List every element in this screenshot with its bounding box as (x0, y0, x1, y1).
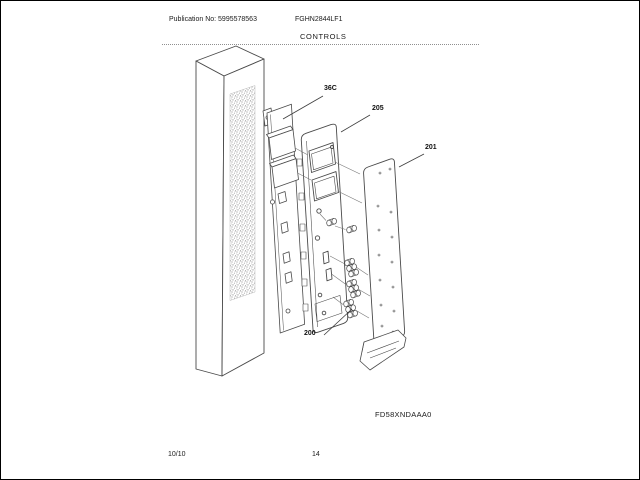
control-housing (297, 124, 348, 332)
section-title: CONTROLS (300, 32, 347, 41)
stipple-insert (230, 86, 255, 301)
callout-205: 205 (372, 105, 384, 112)
callout-201: 201 (425, 144, 437, 151)
leader-201 (399, 154, 424, 167)
callout-200: 200 (304, 330, 316, 337)
model-number: FGHN2844LF1 (295, 16, 343, 23)
publication-number: Publication No: 5995578563 (169, 16, 257, 23)
callout-36c: 36C (324, 85, 337, 92)
control-board (263, 104, 305, 333)
door-panel (196, 46, 264, 376)
footer-page-number: 14 (312, 451, 320, 458)
leader-205 (341, 115, 370, 132)
exploded-diagram (1, 1, 640, 480)
footer-date: 10/10 (168, 451, 186, 458)
mounting-bracket (360, 330, 406, 370)
part-code: FD58XNDAAA0 (375, 410, 432, 419)
control-cover (364, 159, 405, 345)
